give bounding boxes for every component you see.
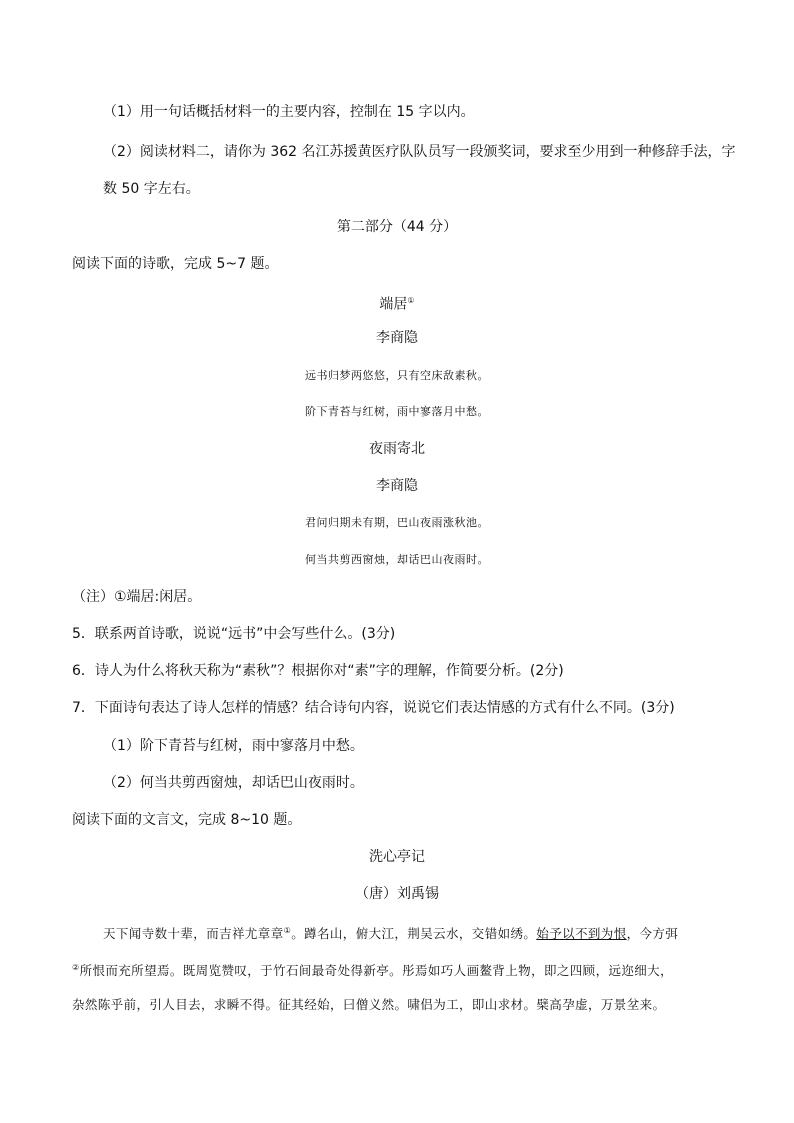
- question-7: 7．下面诗句表达了诗人怎样的情感？结合诗句内容，说说它们表达情感的方式有什么不同。(3分): [72, 700, 675, 716]
- prose-line-1-b: 。蹲名山，俯大江，荆吴云水，交错如绣。: [291, 926, 537, 942]
- prose-instruction: 阅读下面的文言文，完成 8~10 题。: [72, 812, 302, 828]
- question-7-item-1: （1）阶下青苔与红树，雨中寥落月中愁。: [103, 738, 364, 754]
- prose-line-2-text: 所恨而充所望焉。既周览赞叹，于竹石间最奇处得新亭。彤焉如巧人画鳌背上物，即之四顾，远迩细大，: [79, 963, 673, 979]
- poem1-note-mark: ①: [407, 296, 415, 305]
- poem1-line-1: 远书归梦两悠悠，只有空床敌素秋。: [305, 369, 489, 382]
- poem1-line-2: 阶下青苔与红树，雨中寥落月中愁。: [305, 405, 489, 418]
- prose-line-2: [72, 959, 673, 980]
- prose-line-1-c: ，今方弭: [626, 926, 679, 942]
- prose-author: （唐）刘禹锡: [355, 886, 439, 902]
- question-5: 5．联系两首诗歌，说说“远书”中会写些什么。(3分): [72, 626, 396, 642]
- prose-line-1: [103, 922, 678, 943]
- prose-title: 洗心亭记: [369, 849, 425, 865]
- poem-instruction: 阅读下面的诗歌，完成 5~7 题。: [72, 256, 279, 272]
- prose-note-mark-2: ②: [72, 963, 80, 972]
- poem2-line-2: 何当共剪西窗烛，却话巴山夜雨时。: [305, 553, 489, 566]
- poem2-author: 李商隐: [376, 478, 418, 494]
- question-2-cont: 数 50 字左右。: [103, 181, 200, 197]
- poem1-title: [0, 292, 794, 314]
- poem1-author: 李商隐: [376, 330, 418, 346]
- prose-line-3: 杂然陈乎前，引人目去，求瞬不得。征其经始，曰僧义然。啸侣为工，即山求材。檗高孕虚，万景坌来。: [72, 997, 666, 1012]
- poem2-line-1: 君问归期未有期，巴山夜雨涨秋池。: [305, 516, 489, 529]
- poem2-title: 夜雨寄北: [369, 441, 425, 457]
- question-2: （2）阅读材料二，请你为 362 名江苏援黄医疗队队员写一段颁奖词，要求至少用到一种修辞手法，字: [103, 144, 736, 160]
- poem-note: （注）①端居:闲居。: [72, 589, 202, 605]
- question-7-item-2: （2）何当共剪西窗烛，却话巴山夜雨时。: [103, 775, 364, 791]
- prose-line-1-a: 天下闻寺数十辈，而吉祥尤章章: [103, 926, 284, 942]
- part-title: 第二部分（44 分）: [336, 219, 458, 235]
- poem1-title-text: 端居: [379, 296, 408, 313]
- question-6: 6．诗人为什么将秋天称为“素秋”？根据你对“素”字的理解，作简要分析。(2分): [72, 663, 564, 679]
- question-1: （1）用一句话概括材料一的主要内容，控制在 15 字以内。: [103, 104, 475, 120]
- prose-underlined-sentence: 始予以不到为恨: [536, 926, 627, 942]
- prose-note-mark-1: ①: [283, 926, 292, 935]
